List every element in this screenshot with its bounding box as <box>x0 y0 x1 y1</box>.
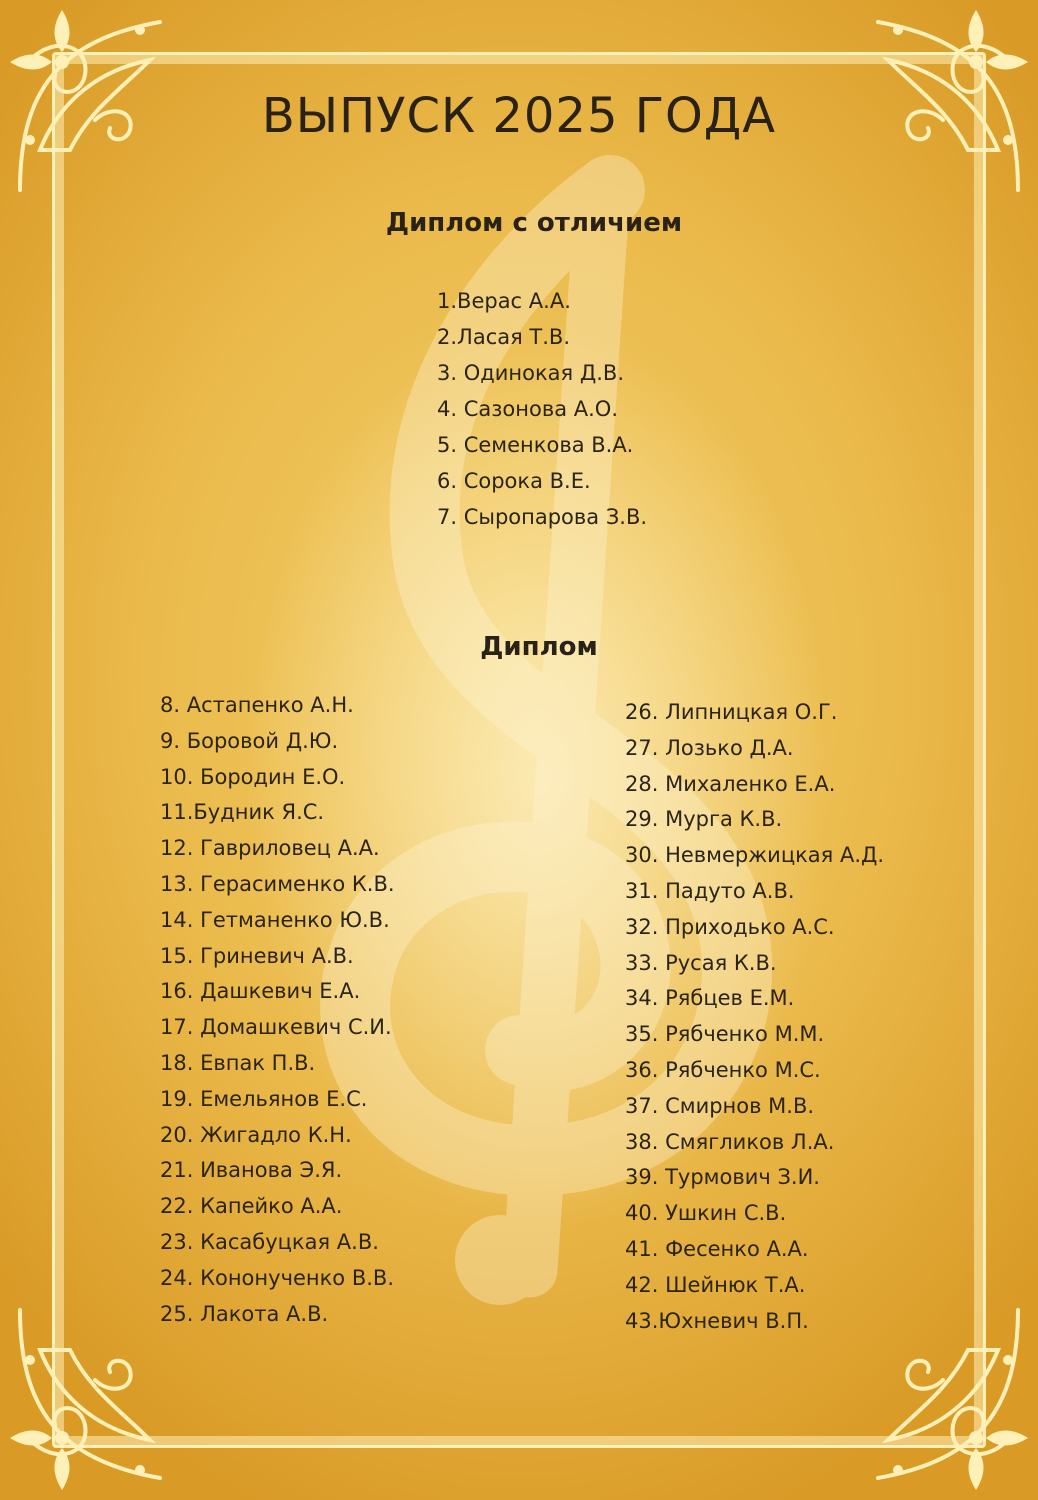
list-item: 25. Лакота А.В. <box>160 1301 329 1326</box>
list-item: 21. Иванова Э.Я. <box>160 1158 343 1183</box>
list-item: 30. Невмержицкая А.Д. <box>625 843 885 868</box>
list-item: 19. Емельянов Е.С. <box>160 1086 368 1111</box>
list-item: 4. Сазонова А.О. <box>437 397 619 421</box>
honors-heading: Диплом с отличием <box>385 208 683 238</box>
list-item: 18. Евпак П.В. <box>160 1050 316 1075</box>
list-item: 23. Касабуцкая А.В. <box>160 1229 379 1254</box>
list-item: 35. Рябченко М.М. <box>625 1022 825 1047</box>
list-item: 3. Одинокая Д.В. <box>437 361 625 385</box>
diploma-list-right <box>625 695 884 1339</box>
list-item: 17. Домашкевич С.И. <box>160 1015 392 1040</box>
list-item: 10. Бородин Е.О. <box>160 764 346 789</box>
list-item: 28. Михаленко Е.А. <box>625 771 836 796</box>
list-item: 9. Боровой Д.Ю. <box>160 728 339 753</box>
list-item: 13. Герасименко К.В. <box>160 871 395 896</box>
page-title: ВЫПУСК 2025 ГОДА <box>261 88 777 144</box>
list-item: 16. Дашкевич Е.А. <box>160 979 361 1004</box>
list-item: 7. Сыропарова З.В. <box>437 505 648 529</box>
list-item: 12. Гавриловец А.А. <box>160 836 380 861</box>
list-item: 15. Гриневич А.В. <box>160 943 354 968</box>
list-item: 6. Сорока В.Е. <box>437 469 591 493</box>
list-item: 33. Русая К.В. <box>625 950 777 975</box>
list-item: 42. Шейнюк Т.А. <box>625 1272 806 1297</box>
diploma-heading: Диплом <box>480 632 598 662</box>
list-item: 43.Юхневич В.П. <box>625 1308 809 1333</box>
list-item: 29. Мурга К.В. <box>625 807 783 832</box>
list-item: 39. Турмович З.И. <box>625 1165 820 1190</box>
list-item: 41. Фесенко А.А. <box>625 1236 809 1261</box>
diploma-list-left <box>160 688 395 1332</box>
list-item: 5. Семенкова В.А. <box>437 433 634 457</box>
list-item: 11.Будник Я.С. <box>160 800 325 825</box>
list-item: 40. Ушкин С.В. <box>625 1201 787 1226</box>
list-item: 20. Жигадло К.Н. <box>160 1122 352 1147</box>
list-item: 32. Приходько А.С. <box>625 914 835 939</box>
list-item: 26. Липницкая О.Г. <box>625 700 838 724</box>
list-item: 36. Рябченко М.С. <box>625 1057 821 1082</box>
list-item: 24. Кононученко В.В. <box>160 1265 394 1290</box>
list-item: 1.Верас А.А. <box>437 289 571 313</box>
list-item: 22. Капейко А.А. <box>160 1194 343 1219</box>
list-item: 37. Смирнов М.В. <box>625 1093 815 1118</box>
list-item: 34. Рябцев Е.М. <box>625 986 795 1011</box>
list-item: 38. Смягликов Л.А. <box>625 1129 835 1154</box>
list-item: 31. Падуто А.В. <box>625 878 795 903</box>
list-item: 27. Лозько Д.А. <box>625 735 794 760</box>
list-item: 14. Гетманенко Ю.В. <box>160 907 390 932</box>
honors-list <box>437 283 647 535</box>
list-item: 2.Ласая Т.В. <box>437 325 571 349</box>
list-item: 8. Астапенко А.Н. <box>160 693 354 717</box>
